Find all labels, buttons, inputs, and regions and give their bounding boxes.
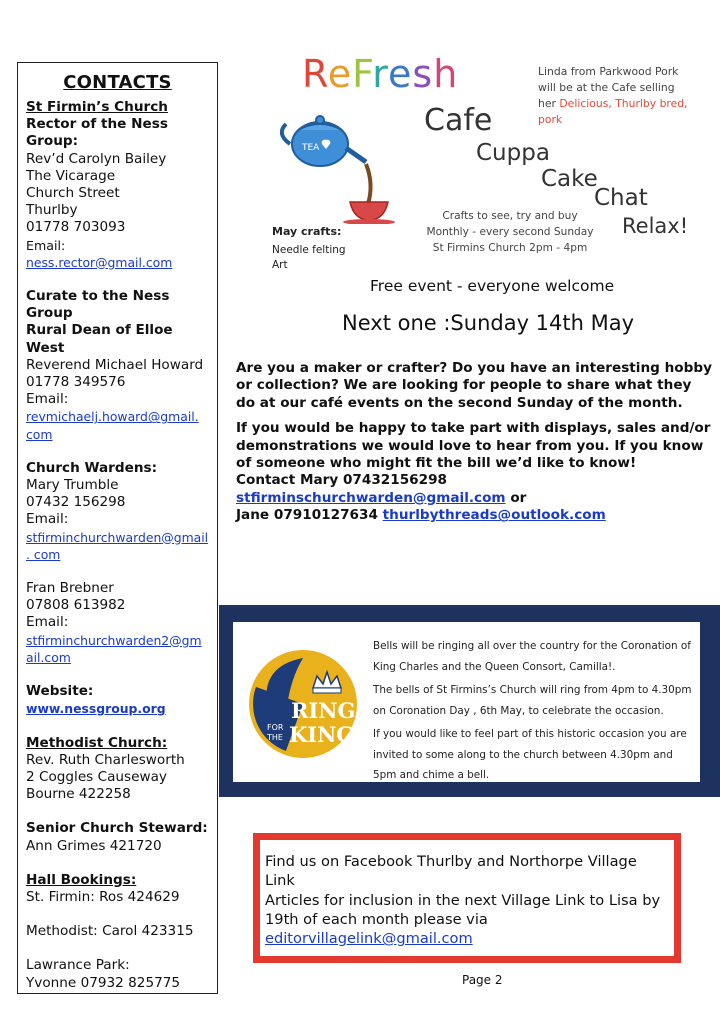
curate-phone: 01778 349576	[26, 374, 126, 391]
hall-methodist-block	[26, 923, 209, 940]
steward-contact	[26, 820, 209, 854]
hall-title: Hall Bookings:	[26, 871, 137, 888]
title-letter: s	[412, 52, 434, 96]
maker-para-2	[236, 420, 712, 524]
jane-email-link[interactable]: thurlbythreads@outlook.com	[382, 507, 606, 524]
ring-para-3: If you would like to feel part of this historic occasion you are invited to some along to the church between 4.30pm and 5pm and chime a bell.	[373, 728, 687, 781]
linda-line-3b: Delicious, Thurlby bred,	[559, 97, 688, 110]
lawrance-label: Lawrance Park:	[26, 957, 130, 974]
warden2-name: Fran Brebner	[26, 580, 114, 597]
page-number: Page 2	[462, 973, 503, 987]
curate-contact	[26, 288, 209, 443]
wardens-title: Church Wardens:	[26, 459, 158, 476]
hall-bookings	[26, 872, 209, 906]
rector-address-1: The Vicarage	[26, 167, 116, 184]
curate-role-1: Curate to the Ness Group	[26, 288, 170, 322]
logo-ring-text: RING	[291, 698, 356, 723]
warden1-name: Mary Trumble	[26, 477, 119, 494]
editor-email-link[interactable]: editorvillagelink@gmail.com	[265, 930, 473, 948]
warden1-email-label: Email:	[26, 511, 69, 528]
free-event-text: Free event - everyone welcome	[370, 277, 615, 295]
website-label: Website:	[26, 683, 94, 700]
word-chat: Chat	[594, 185, 648, 211]
website-contact	[26, 683, 209, 717]
logo-king-text: KING	[289, 722, 355, 747]
lawrance-contact: Yvonne 07932 825775	[26, 974, 181, 991]
steward-name: Ann Grimes 421720	[26, 837, 162, 854]
wardens-contact	[26, 460, 209, 563]
may-crafts-item: Art	[272, 259, 288, 271]
title-letter: R	[302, 52, 328, 96]
logo-for-text: FOR	[267, 723, 284, 732]
contacts-panel	[17, 62, 218, 994]
rector-email-label: Email:	[26, 237, 66, 253]
methodist-name: Rev. Ruth Charlesworth	[26, 751, 185, 768]
steward-title: Senior Church Steward:	[26, 820, 208, 837]
maker-para-1: Are you a maker or crafter? Do you have an interesting hobby or collection? We are looking for people to share what they do at our café events on the second Sunday of the month.	[236, 360, 712, 411]
contact-mary: Contact Mary 07432156298	[236, 472, 447, 489]
crafts-line-2: Monthly - every second Sunday	[426, 226, 594, 238]
linda-line-2: will be at the Cafe selling	[538, 81, 675, 94]
ring-banner-inner	[233, 622, 700, 782]
word-cake: Cake	[541, 166, 598, 192]
lawrance-park	[26, 957, 209, 991]
crafts-note	[410, 208, 610, 256]
cafe-word: Cafe	[424, 103, 493, 138]
teapot-label: TEA	[302, 143, 320, 153]
next-event-date: Next one :Sunday 14th May	[342, 311, 635, 335]
ring-announcement	[373, 636, 693, 789]
methodist-contact	[26, 735, 209, 804]
website-link[interactable]: www.nessgroup.org	[26, 701, 166, 717]
hall-st-firmin: St. Firmin: Ros 424629	[26, 888, 180, 905]
methodist-address: 2 Coggles Causeway	[26, 768, 167, 785]
articles-line: Articles for inclusion in the next Village Link to Lisa by 19th of each month please via	[265, 891, 661, 928]
contact-jane: Jane 07910127634	[236, 507, 383, 524]
rector-email-link[interactable]: ness.rector@gmail.com	[26, 254, 173, 270]
rector-role: Rector of the Ness Group:	[26, 116, 168, 150]
refresh-cafe-flyer	[236, 48, 720, 348]
maker-para-2-text: If you would be happy to take part with displays, sales and/or demonstrations we would love to hear from you. If you know of someone who might fit the bill we’d like to know!	[236, 420, 711, 472]
maker-appeal	[236, 360, 712, 525]
contacts-heading: CONTACTS	[63, 72, 172, 93]
crafts-line-1: Crafts to see, try and buy	[442, 210, 578, 222]
linda-line-3a: her	[538, 97, 560, 110]
warden2-email-link[interactable]: stfirminchurchwarden2@gmail.com	[26, 632, 202, 665]
crafts-line-3: St Firmins Church 2pm - 4pm	[432, 242, 588, 254]
methodist-title: Methodist Church:	[26, 734, 168, 751]
may-crafts	[272, 224, 346, 273]
title-letter: r	[372, 52, 388, 96]
linda-note	[538, 64, 708, 128]
title-letter: e	[327, 52, 353, 96]
refresh-title	[302, 52, 458, 96]
teapot-icon	[280, 104, 420, 224]
st-firmin-title: St Firmin’s Church	[26, 99, 168, 115]
rector-name: Rev’d Carolyn Bailey	[26, 150, 167, 167]
mary-email-link[interactable]: stfirminschurchwarden@gmail.com	[236, 489, 506, 506]
facebook-line: Find us on Facebook Thurlby and Northorpe Village Link	[265, 853, 637, 890]
warden2-email-label: Email:	[26, 614, 69, 631]
or-text: or	[505, 489, 527, 506]
hall-methodist: Methodist: Carol 423315	[26, 923, 194, 940]
ring-para-1: Bells will be ringing all over the country for the Coronation of King Charles and the Queen Consort, Camilla!.	[373, 640, 691, 673]
rector-phone: 01778 703093	[26, 219, 126, 236]
may-crafts-title: May crafts:	[272, 225, 342, 238]
warden2-contact	[26, 580, 209, 666]
ring-for-the-king-logo	[247, 648, 359, 760]
linda-line-1: Linda from Parkwood Pork	[538, 65, 679, 78]
ring-for-the-king-banner	[219, 605, 720, 797]
warden1-email-link[interactable]: stfirminchurchwarden@gmail . com	[26, 529, 209, 562]
village-link-footer	[253, 833, 681, 963]
title-letter: F	[352, 52, 373, 96]
may-crafts-item: Needle felting	[272, 244, 346, 256]
title-letter: e	[387, 52, 413, 96]
rector-address-2: Church Street	[26, 185, 120, 202]
curate-role-2: Rural Dean of Elloe West	[26, 322, 173, 356]
rector-address-3: Thurlby	[26, 202, 78, 219]
curate-name: Reverend Michael Howard	[26, 356, 204, 373]
warden2-phone: 07808 613982	[26, 597, 126, 614]
curate-email-link[interactable]: revmichaelj.howard@gmail. com	[26, 409, 199, 442]
title-letter: h	[433, 52, 459, 96]
warden1-phone: 07432 156298	[26, 494, 126, 511]
word-relax: Relax!	[622, 214, 689, 238]
curate-email-label: Email:	[26, 391, 69, 408]
linda-line-4: pork	[538, 113, 563, 126]
logo-the-text: THE	[267, 733, 283, 742]
ring-para-2: The bells of St Firmins’s Church will ring from 4pm to 4.30pm on Coronation Day , 6th May, to celebrate the occasion.	[373, 684, 692, 717]
word-cuppa: Cuppa	[476, 140, 550, 166]
st-firmin-contact	[26, 99, 209, 271]
methodist-town: Bourne 422258	[26, 786, 131, 803]
